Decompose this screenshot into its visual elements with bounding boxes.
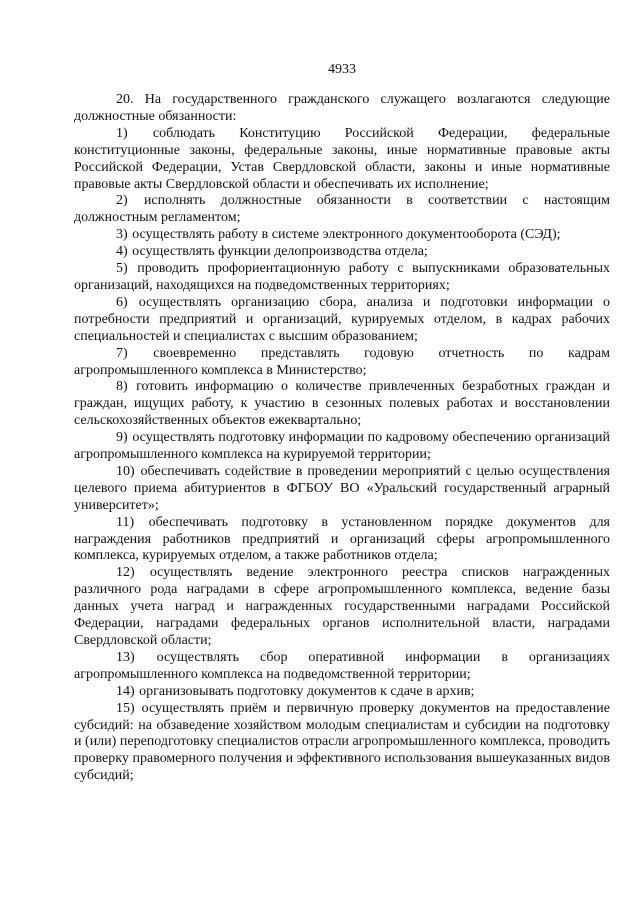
duty-number: 14)	[116, 683, 135, 699]
duty-item	[74, 193, 610, 227]
duty-text: исполнять должностные обязанности в соответствии с настоящим должностным регламентом;	[74, 193, 610, 226]
duty-number: 15)	[116, 700, 135, 716]
duty-text: осуществлять подготовку информации по кадровому обеспечению организаций агропромышленного комплекса на курируемой территории;	[74, 430, 610, 463]
duty-item	[74, 244, 610, 261]
duty-text: организовывать подготовку документов к сдаче в архив;	[139, 683, 475, 699]
duty-item	[74, 464, 610, 515]
duty-number: 2)	[116, 193, 128, 209]
duty-text: соблюдать Конституцию Российской Федерации, федеральные конституционные законы, федеральные законы, иные нормативные правовые акты Российской Федерации, Устав Свердловской области, законы и иные нормативные правовые акты Свердловской области и обеспечивать их исполнение;	[74, 125, 611, 192]
duty-number: 12)	[116, 565, 135, 581]
intro-paragraph: 20. На государственного гражданского служащего возлагаются следующие должностные обязанности:	[74, 92, 610, 124]
document-page	[74, 60, 610, 785]
duty-item	[74, 346, 610, 380]
duty-item	[74, 565, 610, 650]
duty-item	[74, 650, 610, 684]
duty-item	[74, 126, 610, 194]
duty-item	[74, 701, 610, 786]
duty-number: 3)	[116, 227, 128, 243]
duty-item	[74, 227, 610, 244]
duty-text: осуществлять приём и первичную проверку документов на предоставление субсидий: на обзаведение хозяйством молодым специалистам и субсидии на подготовку и (или) переподготовку специалистов отрасли агропромышленного комплекса, проводить проверку правомерного получения и эффективного использования вышеуказанных видов субсидий;	[74, 700, 610, 784]
duty-text: готовить информацию о количестве привлеченных безработных граждан и граждан, ищущих работу, к участию в сезонных полевых работах и восстановлении сельскохозяйственных объектов ежеквартально;	[74, 379, 610, 429]
duties-list	[74, 126, 610, 785]
duty-number: 13)	[116, 649, 135, 665]
duty-text: обеспечивать содействие в проведении мероприятий с целью осуществления целевого приема абитуриентов в ФГБОУ ВО «Уральский государственный аграрный университет»;	[74, 463, 610, 513]
duty-text: проводить профориентационную работу с выпускниками образовательных организаций, находящихся на подведомственных территориях;	[74, 261, 610, 293]
duty-text: обеспечивать подготовку в установленном порядке документов для награждения работников предприятий и организаций сферы агропромышленного комплекса, курируемых отделом, а также работников отдела;	[74, 514, 610, 564]
duty-item	[74, 379, 610, 430]
duty-text: осуществлять ведение электронного реестра списков награжденных различного рода наградами в сфере агропромышленного комплекса, ведение базы данных учета наград и награжденных государственными наградами Российской Федерации, наградами федеральных органов исполнительной власти, наградами Свердловской области;	[74, 565, 610, 648]
duty-number: 9)	[116, 430, 128, 446]
duty-number: 7)	[116, 345, 128, 361]
duty-text: осуществлять функции делопроизводства отдела;	[132, 244, 428, 260]
duty-number: 4)	[116, 244, 128, 260]
duty-item	[74, 684, 610, 701]
page-number: 4933	[328, 62, 356, 77]
duty-item	[74, 261, 610, 295]
duty-number: 8)	[116, 379, 128, 395]
duty-item	[74, 295, 610, 346]
duty-item	[74, 515, 610, 566]
duty-number: 6)	[116, 294, 128, 310]
duty-text: своевременно представлять годовую отчетность по кадрам агропромышленного комплекса в Министерство;	[74, 345, 610, 378]
duty-number: 5)	[116, 261, 128, 277]
duty-number: 1)	[116, 125, 128, 141]
duty-text: осуществлять сбор оперативной информации в организациях агропромышленного комплекса на подведомственной территории;	[74, 649, 610, 682]
duty-item	[74, 430, 610, 464]
duty-number: 10)	[116, 463, 135, 479]
duty-text: осуществлять работу в системе электронного документооборота (СЭД);	[132, 227, 561, 243]
duty-number: 11)	[116, 514, 135, 530]
duty-text: осуществлять организацию сбора, анализа и подготовки информации о потребности предприятий и организаций, курируемых отделом, в кадрах рабочих специальностей и специалистах с высшим образованием;	[74, 294, 610, 344]
